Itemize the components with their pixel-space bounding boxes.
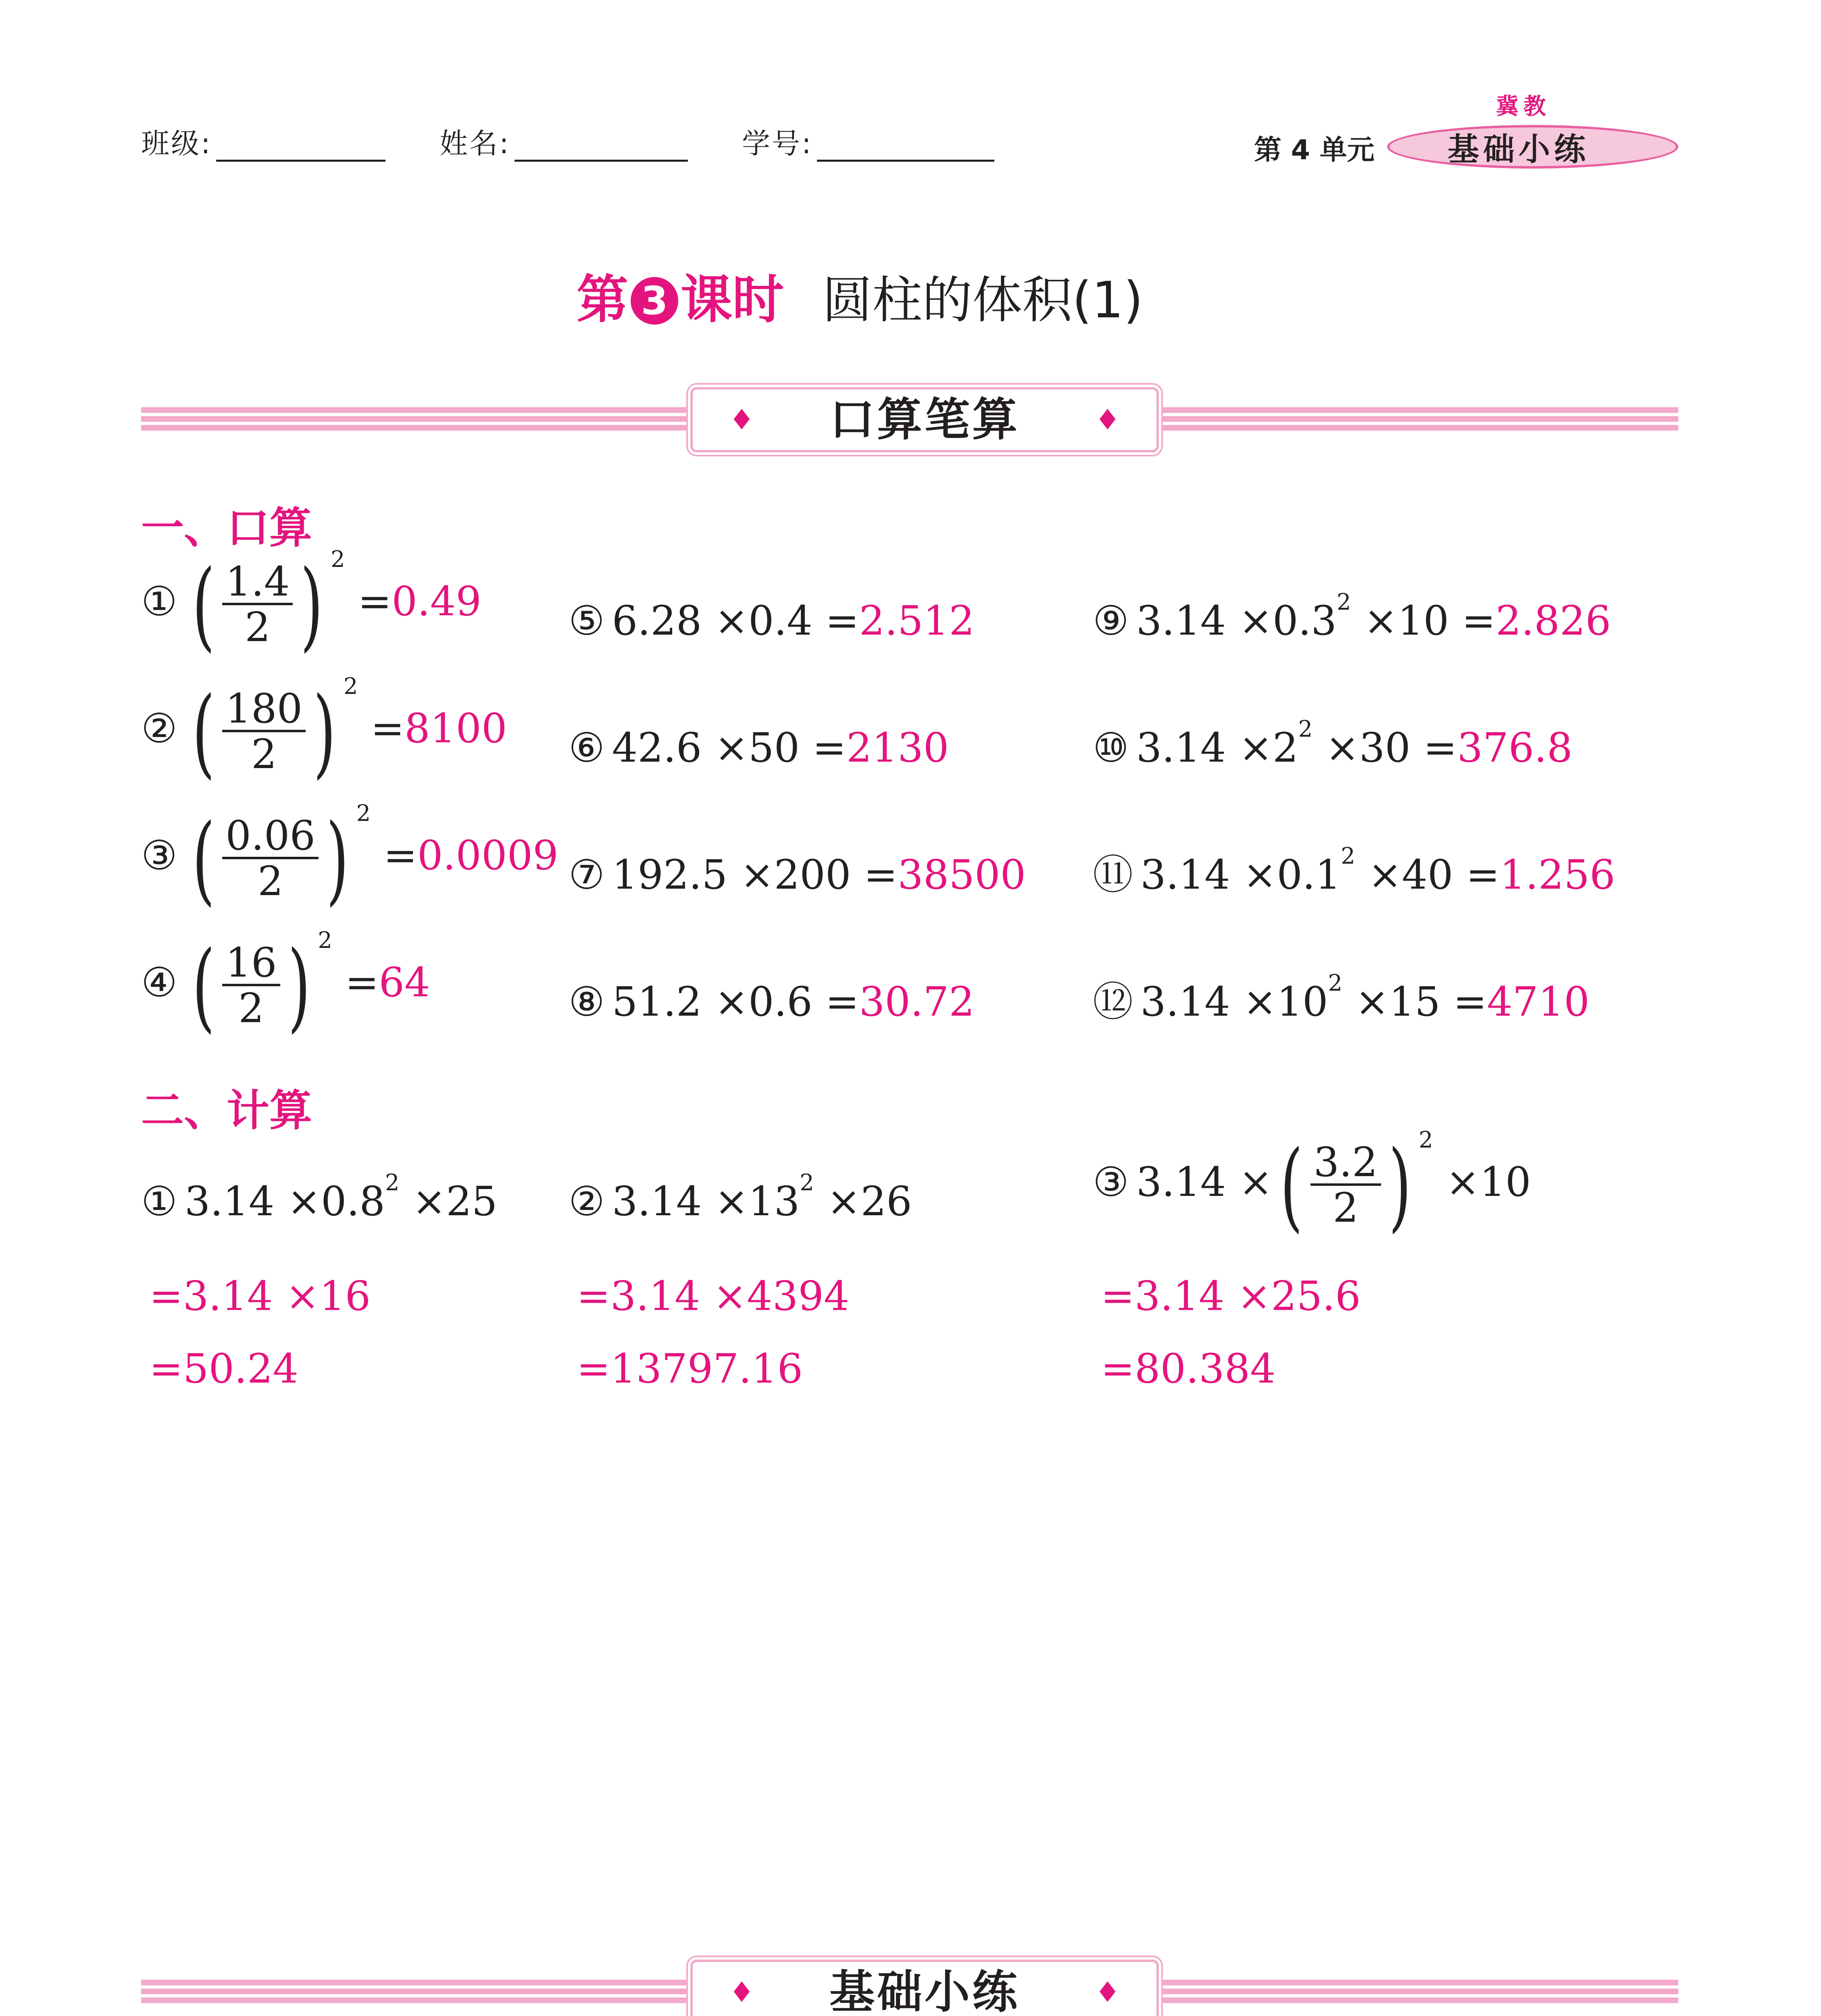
- answer: 1.256: [1500, 851, 1615, 898]
- page-title: 圆柱的体积(1): [822, 271, 1143, 329]
- id-field: [742, 121, 994, 162]
- diamond-icon: ♦: [729, 403, 754, 436]
- oral-item-9: ⑨ $3.14 \times 0.3^2 \times 10 =2.826$: [1093, 589, 1611, 644]
- answer: 4710: [1487, 978, 1590, 1025]
- diamond-icon: ♦: [1095, 403, 1120, 436]
- oral-item-6: ⑥ 42.6 ×50 =2130: [569, 724, 949, 771]
- answer: 0.49: [392, 578, 481, 625]
- lesson-number: 3: [631, 277, 678, 325]
- banner-box-1: [690, 387, 1159, 452]
- answer: 30.72: [859, 978, 975, 1025]
- calc-1-step-1: =3.14 ×16: [149, 1272, 371, 1320]
- badge-top: 冀教: [1496, 94, 1551, 120]
- oral-item-12: ⑫ $3.14 \times 10^2 \times 15 =4710$: [1093, 970, 1590, 1025]
- lesson-title-row: [577, 258, 1143, 332]
- lesson-suffix: 课时: [681, 270, 784, 330]
- oral-heading: 一、口算: [141, 503, 312, 553]
- oral-item-4: ④ ( $\frac{16}{2}$ ) $^2$ =64: [141, 927, 430, 1043]
- answer: 64: [379, 959, 430, 1006]
- answer: 2.512: [859, 597, 975, 644]
- calc-heading: 二、计算: [141, 1086, 312, 1135]
- oral-item-5: ⑤ 6.28 ×0.4 =2.512: [569, 597, 975, 644]
- class-label: 班级:: [141, 127, 212, 160]
- badge-main: 基础小练: [1448, 131, 1590, 168]
- oral-item-10: ⑩ $3.14 \times 2^2 \times 30 =376.8$: [1093, 716, 1573, 771]
- answer: 8100: [404, 705, 507, 752]
- class-blank[interactable]: [216, 131, 385, 162]
- oral-item-11: ⑪ $3.14 \times 0.1^2 \times 40 =1.256$: [1093, 843, 1615, 898]
- answer: 2130: [846, 724, 949, 771]
- calc-item-3: ③ 3.14 ×( $\frac{3.2}{2}$ ) $^2$ ×10: [1093, 1127, 1531, 1242]
- name-label: 姓名:: [440, 127, 510, 160]
- calc-item-1: ① $3.14 \times 0.8^2 \times 25$: [141, 1170, 498, 1225]
- calc-2-step-1: =3.14 ×4394: [577, 1272, 850, 1320]
- name-blank[interactable]: [515, 131, 688, 162]
- answer: 38500: [897, 851, 1026, 898]
- banner-box-2: [690, 1960, 1159, 2016]
- diamond-icon: ♦: [729, 1976, 754, 2009]
- answer: 376.8: [1457, 724, 1573, 771]
- calc-3-step-2: =80.384: [1101, 1345, 1276, 1392]
- id-label: 学号:: [742, 127, 813, 160]
- answer: 2.826: [1495, 597, 1611, 644]
- class-field: [141, 121, 385, 162]
- banner-title-2: 基础小练: [829, 1966, 1020, 2016]
- oral-item-3: ③ ( $\frac{0.06}{2}$ ) $^2$ =0.0009: [141, 800, 558, 916]
- unit-label: 第 4 单元: [1254, 134, 1375, 166]
- banner-title-1: 口算笔算: [829, 394, 1020, 446]
- calc-1-step-2: =50.24: [149, 1345, 299, 1392]
- calc-2-step-2: =13797.16: [577, 1345, 803, 1392]
- oral-item-8: ⑧ 51.2 ×0.6 =30.72: [569, 978, 975, 1025]
- answer: 0.0009: [417, 832, 558, 879]
- name-field: [440, 121, 688, 162]
- calc-3-step-1: =3.14 ×25.6: [1101, 1272, 1361, 1320]
- lesson-prefix: 第: [577, 270, 629, 330]
- oral-item-1: ① ( $\frac{1.4}{2}$ ) $^2$ =0.49: [141, 546, 481, 662]
- diamond-icon: ♦: [1095, 1976, 1120, 2009]
- id-blank[interactable]: [817, 131, 994, 162]
- oral-item-2: ② ( $\frac{180}{2}$ ) $^2$ =8100: [141, 673, 507, 789]
- oral-item-7: ⑦ 192.5 ×200 =38500: [569, 851, 1026, 898]
- calc-item-2: ② $3.14 \times 13^2 \times 26$: [569, 1170, 912, 1225]
